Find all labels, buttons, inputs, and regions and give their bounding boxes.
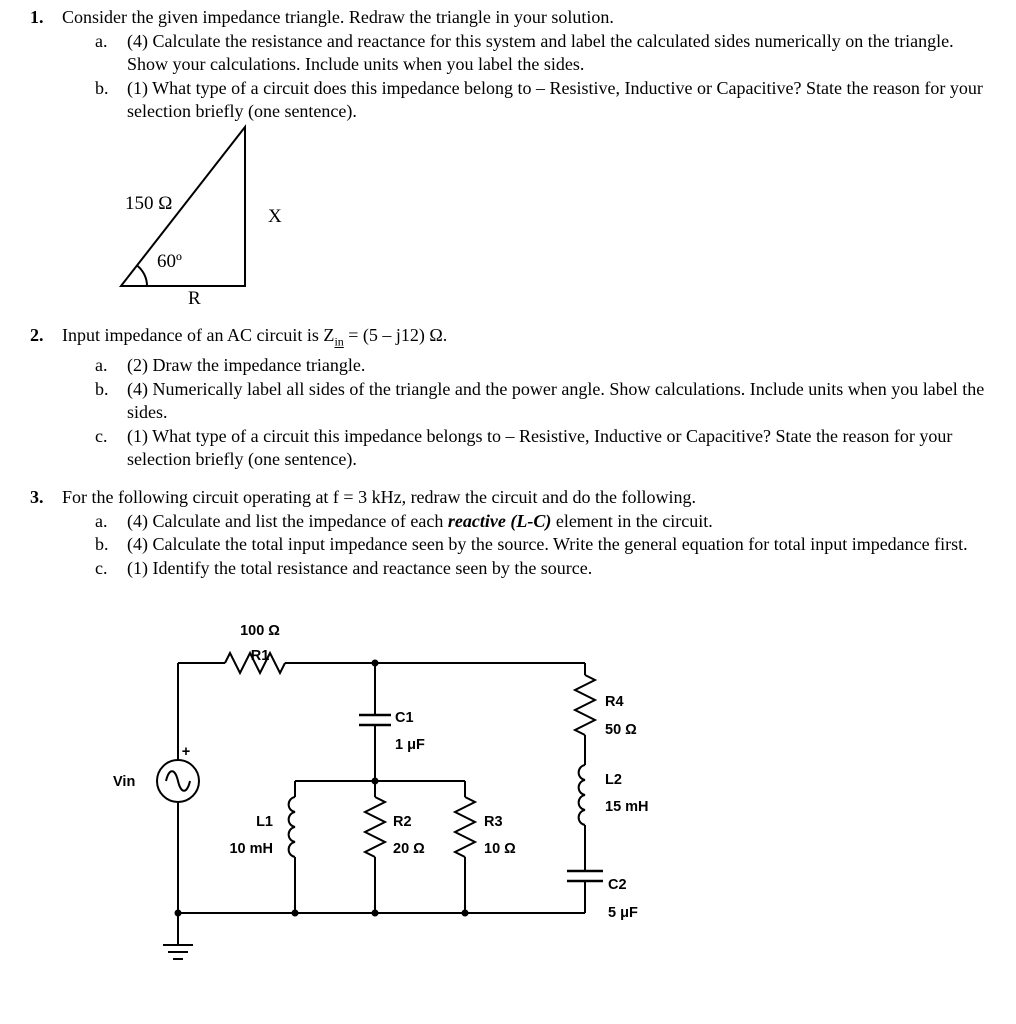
l2-value-label: 15 mH <box>605 799 649 815</box>
subitem-label: b. <box>95 378 109 399</box>
subitem-b <box>95 378 986 425</box>
subscript-in: in <box>334 334 344 349</box>
subitem-text: (2) Draw the impedance triangle. <box>127 355 366 376</box>
r3-name-label: R3 <box>484 814 503 830</box>
node-dot <box>372 778 379 785</box>
c1-name-label: C1 <box>395 710 414 726</box>
resistance-label: R <box>188 288 201 309</box>
emphasized-text: reactive (L-C) <box>447 510 552 531</box>
source-polarity-label: + <box>181 744 191 760</box>
impedance-triangle-svg <box>106 118 336 318</box>
subitem-label: c. <box>95 557 108 578</box>
text-run: = (5 – j12) Ω. <box>343 325 448 345</box>
l1-value-label: 10 mH <box>229 841 273 857</box>
node-dot <box>175 910 182 917</box>
problem-1 <box>30 6 986 124</box>
c1-value-label: 1 μF <box>395 737 425 753</box>
text-run: (4) Calculate and list the impedance of each <box>127 510 448 531</box>
angle-label: 60º <box>157 251 182 272</box>
subitem-a <box>95 30 986 77</box>
r4-name-label: R4 <box>605 694 624 710</box>
subitem-text: (4) Numerically label all sides of the triangle and the power angle. Show calculations. Include units when you label the sides. <box>127 378 985 423</box>
subitem-text: (1) What type of a circuit does this impedance belong to – Resistive, Inductive or Capacitive? State the reason for your selection briefly (one sentence). <box>127 77 983 121</box>
l2-name-label: L2 <box>605 772 622 788</box>
problem-number: 2. <box>30 325 44 345</box>
node-dot <box>292 910 299 917</box>
resistor-r4 <box>575 675 595 735</box>
subitem-label: b. <box>95 534 109 554</box>
subitem-c <box>95 557 986 581</box>
text-run: Input impedance of an AC circuit is Z <box>62 325 335 345</box>
c2-name-label: C2 <box>608 877 627 893</box>
c2-value-label: 5 μF <box>608 905 638 921</box>
subitem-text: (4) Calculate the total input impedance seen by the source. Write the general equation for total input impedance first. <box>127 534 968 554</box>
resistor-r3 <box>455 797 475 857</box>
r1-name-label: R1 <box>250 648 270 664</box>
r2-name-label: R2 <box>393 814 412 830</box>
circuit-figure <box>113 623 649 959</box>
source-name-label: Vin <box>113 774 136 790</box>
hypotenuse-label: 150 Ω <box>125 193 173 214</box>
problem-number: 3. <box>30 487 44 507</box>
r2-value-label: 20 Ω <box>393 841 425 857</box>
r3-value-label: 10 Ω <box>484 841 516 857</box>
subitem-text: (4) Calculate the resistance and reactance for this system and label the calculated sides numerically on the triangle. Show your calculations. Include units when you label the sides. <box>127 30 954 74</box>
inductor-l2 <box>579 765 585 825</box>
l1-name-label: L1 <box>256 814 273 830</box>
subitem-text: (1) Identify the total resistance and reactance seen by the source. <box>127 557 593 578</box>
problem-3 <box>30 486 986 580</box>
problem-content <box>62 6 986 124</box>
subitem-c <box>95 425 986 472</box>
ground-icon <box>163 945 193 959</box>
triangle-figure <box>121 127 282 309</box>
problem-content <box>62 486 986 580</box>
subitem-a <box>95 354 986 378</box>
r4-value-label: 50 Ω <box>605 722 637 738</box>
node-dot <box>372 660 379 667</box>
problem-intro <box>62 324 986 354</box>
circuit-svg <box>100 612 680 992</box>
node-dot <box>462 910 469 917</box>
capacitor-c1 <box>359 715 391 725</box>
problem-content <box>62 324 986 472</box>
subitem-b <box>95 77 986 124</box>
inductor-l1 <box>289 797 295 857</box>
ac-source <box>157 760 199 802</box>
problem-intro: Consider the given impedance triangle. Redraw the triangle in your solution. <box>62 7 614 27</box>
sine-wave-icon <box>166 771 190 791</box>
subitem-label: a. <box>95 355 108 376</box>
resistor-r2 <box>365 797 385 857</box>
reactance-label: X <box>268 206 282 227</box>
text-run: element in the circuit. <box>551 510 713 531</box>
subitem-label: b. <box>95 77 109 98</box>
subitem-label: c. <box>95 425 108 446</box>
problem-number: 1. <box>30 7 44 27</box>
junction-dots <box>175 660 469 917</box>
problem-intro: For the following circuit operating at f = 3 kHz, redraw the circuit and do the following. <box>62 487 696 507</box>
angle-arc <box>137 266 147 287</box>
subitem-a <box>95 510 986 534</box>
capacitor-c2 <box>567 871 603 881</box>
subitem-label: a. <box>95 510 108 531</box>
r1-value-label: 100 Ω <box>240 623 280 639</box>
subitem-text <box>127 510 986 534</box>
subitem-label: a. <box>95 30 108 51</box>
subitem-b <box>95 533 986 557</box>
node-dot <box>372 910 379 917</box>
subitem-text: (1) What type of a circuit this impedance belongs to – Resistive, Inductive or Capacitive? State the reason for your selection briefly (one sentence). <box>127 425 953 470</box>
problem-2 <box>30 324 986 472</box>
